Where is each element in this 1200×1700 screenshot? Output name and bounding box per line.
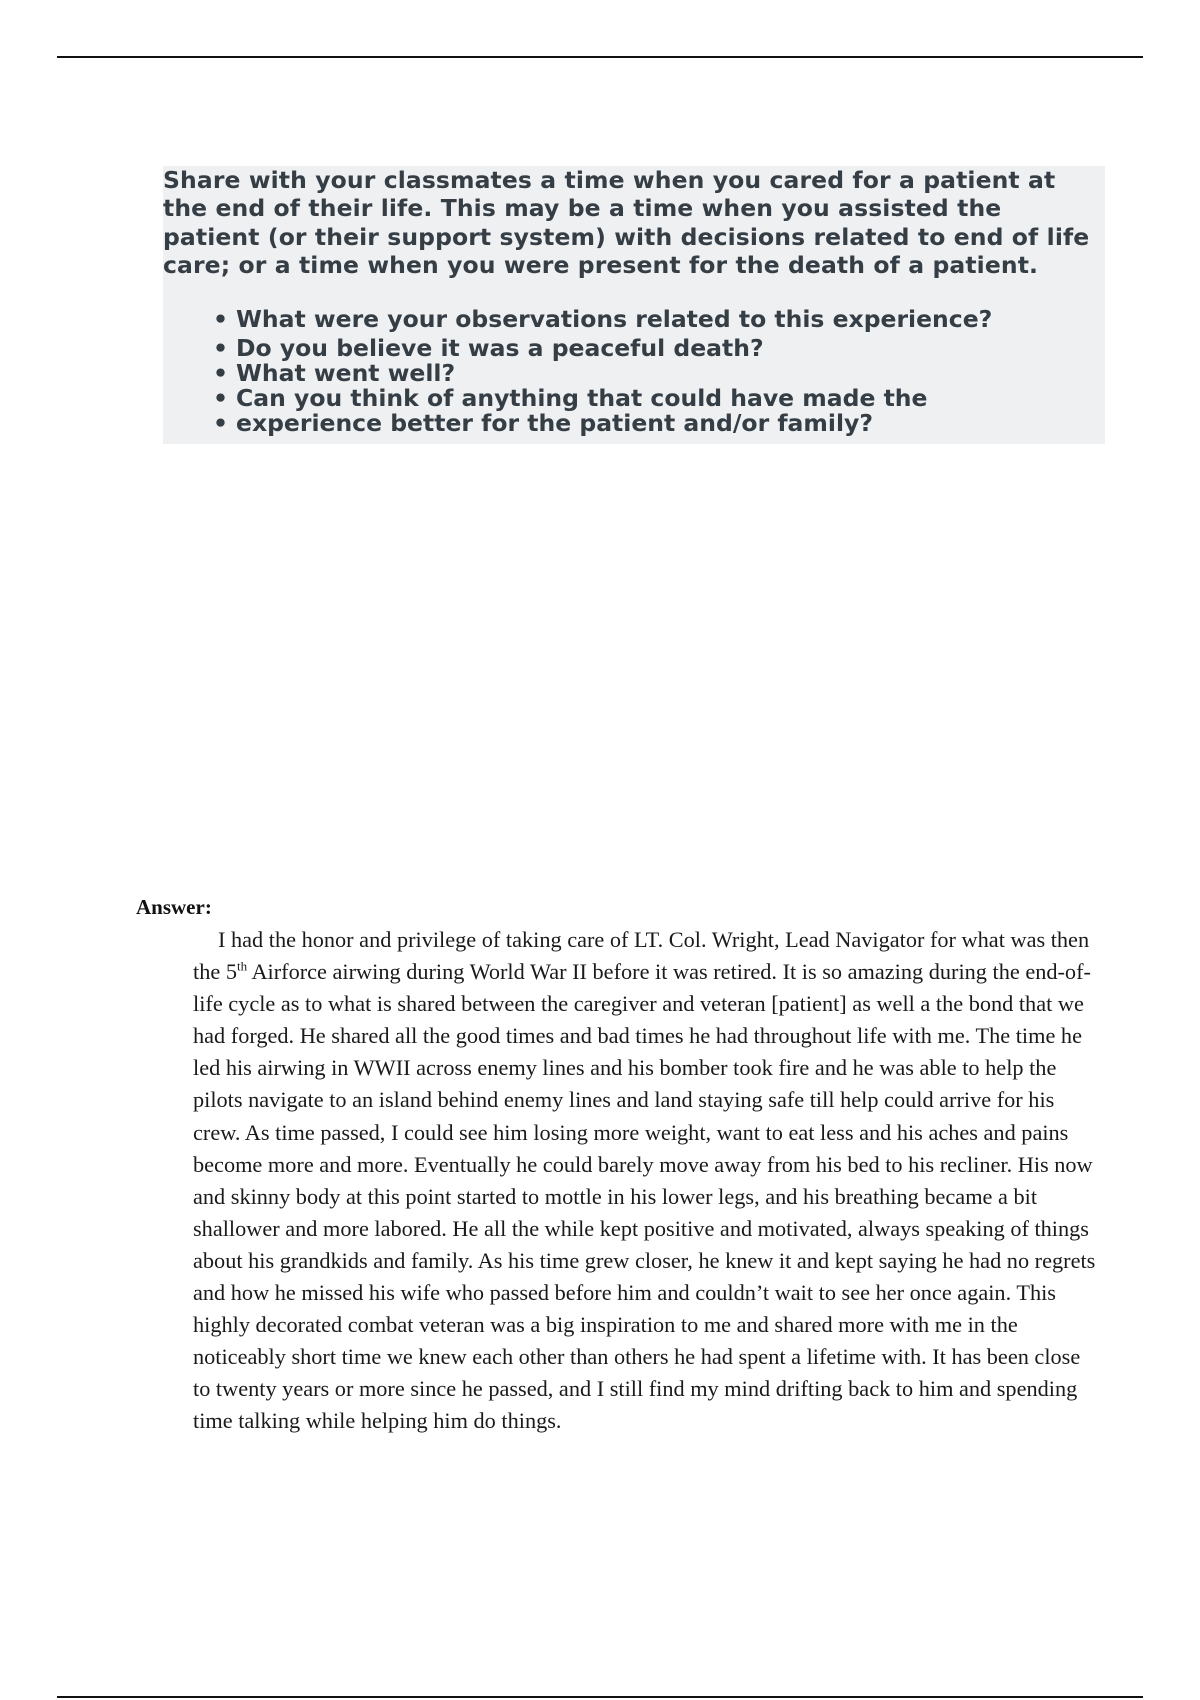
prompt-intro: Share with your classmates a time when you cared for a patient at the end of their life. This may be a time when you assisted the patient (or their support system) with decisions related to end of life care; or a time when you were present for the death of a patient. xyxy=(163,166,1090,279)
answer-label: Answer: xyxy=(136,895,212,919)
bottom-rule xyxy=(57,1696,1143,1698)
answer-text-part1: I had the honor and privilege of taking care of LT. Col. Wright, Lead Navigator for what was then the 5 xyxy=(193,927,1090,985)
discussion-prompt xyxy=(163,166,1105,444)
top-rule xyxy=(57,56,1143,58)
prompt-question: • experience better for the patient and/or family? xyxy=(213,411,1105,436)
prompt-question: • Can you think of anything that could have made the xyxy=(213,386,1105,411)
prompt-questions xyxy=(163,305,1105,436)
answer-superscript: th xyxy=(236,958,248,974)
prompt-question: • What were your observations related to this experience? xyxy=(213,305,1105,334)
answer-text-part2: Airforce airwing during World War II before it was retired. It is so amazing during the end-of- life cycle as to what is shared between the caregiver and veteran [patient] as well a the bond that we had forged. He shared all the good times and bad times he had throughout life with me. The time he led his airwing in WWII across enemy lines and his bomber took fire and he was able to help the pilots navigate to an island behind enemy lines and land staying safe till help could arrive for his crew. As time passed, I could see him losing more weight, want to eat less and his aches and pains become more and more. Eventually he could barely move away from his bed to his recliner. His now and skinny body at this point started to mottle in his lower legs, and his breathing became a bit shallower and more labored. He all the while kept positive and motivated, always speaking of things about his grandkids and family. As his time grew closer, he knew it and kept saying he had no regrets and how he missed his wife who passed before him and couldn’t wait to see her once again. This highly decorated combat veteran was a big inspiration to me and shared more with me in the noticeably short time we knew each other than others he had spent a lifetime with. It has been close to twenty years or more since he passed, and I still find my mind drifting back to him and spending time talking while helping him do things. xyxy=(193,959,1096,1434)
answer-body xyxy=(193,924,1099,1438)
prompt-question: • Do you believe it was a peaceful death? xyxy=(213,336,1105,361)
prompt-question: • What went well? xyxy=(213,361,1105,386)
